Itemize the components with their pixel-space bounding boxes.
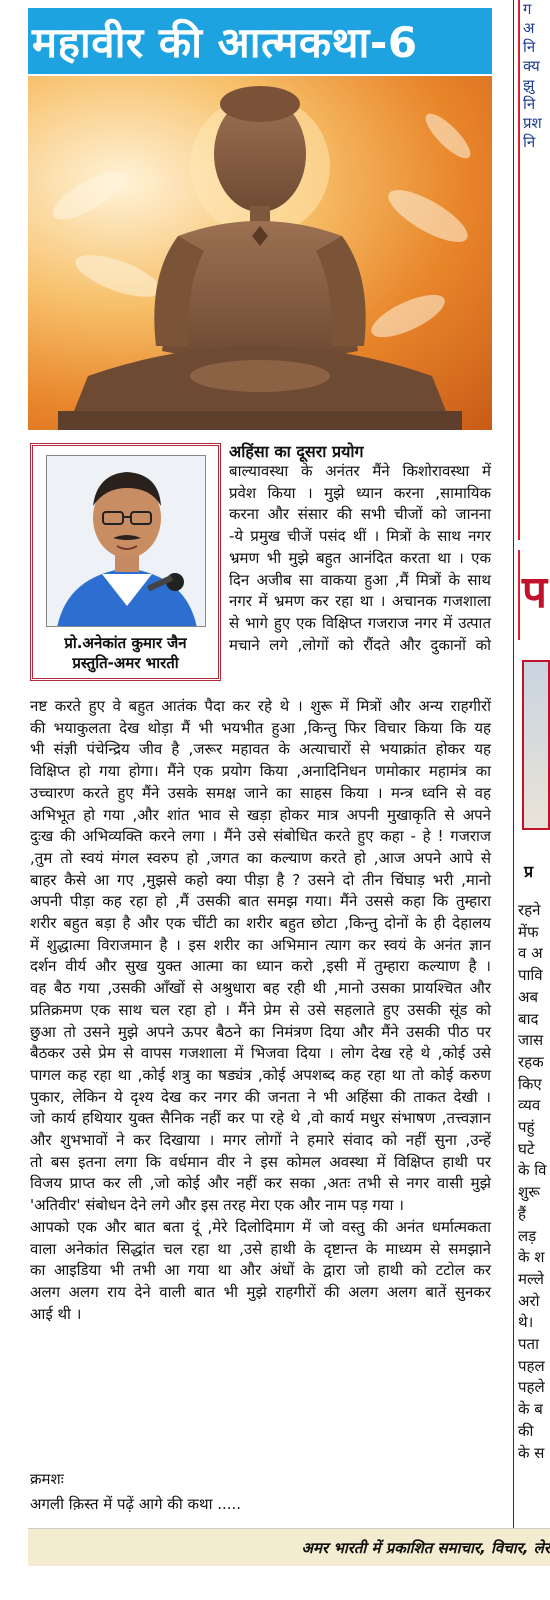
article-line: वाला अनेकांत सिद्धांत चल रहा था ,उसे हाथी के दृष्टान्त के माध्यम से समझाने <box>30 1239 491 1258</box>
adjacent-heading <box>518 550 550 640</box>
author-presenter: प्रस्तुति-अमर भारती <box>72 654 179 672</box>
adjacent-line: पहुं <box>518 1118 535 1137</box>
adjacent-line: लड़ <box>518 1226 537 1245</box>
adjacent-line: नि <box>523 133 536 151</box>
article-line: दुःख की अभिव्यक्ति करने लगा । मैंने उसे संबोधित करते हुए कहा - हे ! गजराज <box>30 827 491 846</box>
adjacent-line: मल्ले <box>518 1269 544 1288</box>
author-portrait <box>47 456 206 627</box>
adjacent-line: अब <box>518 987 539 1006</box>
article-line: अपनी पीड़ा कह रहा हो ,मैं उसकी बात समझ गया। मैंने उससे कहा कि तुम्हारा <box>30 892 491 911</box>
article-line: प्रवेश किया । मुझे ध्यान करना ,सामायिक <box>229 483 491 502</box>
article-line: आपको एक और बात बता दूं ,मेरे दिलोदिमाग में जो वस्तु की अनंत धर्मात्मकता <box>30 1217 491 1236</box>
article-line: का आइडिया भी तभी आ गया था और अंधों के द्वारा जो हाथी को टटोल कर <box>30 1261 491 1280</box>
adjacent-line: जास <box>518 1031 544 1050</box>
article-line: जो कार्य हथियार युक्त सैनिक नहीं कर पा रहे थे ,वो कार्य मधुर संभाषण ,तत्त्वज्ञान <box>30 1109 491 1128</box>
article-title-band <box>28 8 492 74</box>
article-line: भ्रमण भी मुझे बहुत आनंदित करता था । एक <box>229 548 491 567</box>
article-line: पुकार, लेकिन ये दृश्य देख कर नगर की जनता ने भी अहिंसा की ताकत देखी । <box>30 1087 491 1106</box>
adjacent-line: प्रश <box>523 114 542 132</box>
article-line: नगर में भ्रमण कर रहा था । अचानक गजशाला <box>229 592 491 611</box>
next-episode-note: अगली क़िस्त में पढ़ें आगे की कथा ..... <box>30 1495 242 1513</box>
article-line: पागल कह रहा था ,कोई शत्रु का षड्यंत्र ,कोई अपशब्द कह रहा था तो कोई करुण <box>30 1065 491 1084</box>
article-line: -ये प्रमुख चीजें पसंद थीं । मित्रों के साथ नगर <box>229 527 491 546</box>
article-line: शरीर बहुत बड़ा है और एक चींटी का शरीर बहुत छोटा ,किन्तु दोनों के ही देहालय <box>30 914 491 932</box>
adjacent-line: नि <box>523 38 536 56</box>
adjacent-line: पहल <box>518 1356 545 1375</box>
adjacent-line: झु <box>523 76 535 94</box>
author-caption <box>38 633 213 673</box>
adjacent-line: पावि <box>518 966 543 985</box>
article-subheading: अहिंसा का दूसरा प्रयोग <box>229 442 364 461</box>
hero-image <box>28 76 492 430</box>
adjacent-line: शुरू <box>518 1183 540 1202</box>
adjacent-line: पता <box>518 1335 539 1354</box>
article-line: विक्षिप्त हो गया होगा। मैंने एक प्रयोग किया ,अनादिनिधन णमोकार महामंत्र का <box>30 762 491 781</box>
article-line: बैठकर उसे प्रेम से वापस गजशाला में भिजवा दिया । लोग देख रहे थे ,कोई उसे <box>30 1044 491 1063</box>
adjacent-heading-text: प <box>522 567 547 618</box>
adjacent-line: थे। <box>518 1313 534 1332</box>
adjacent-line: के ब <box>518 1400 543 1419</box>
article-line: और शुभभावों ने कर दिखाया । मगर लोगों ने हमारे संवाद को नहीं सुना ,उन्हें <box>30 1131 491 1149</box>
article-line: तो बस इतना लगा कि वर्धमान वीर ने इस कोमल अवस्था में विक्षिप्त हाथी पर <box>30 1152 491 1171</box>
article-line: में शुद्धात्मा विराजमान है । इस शरीर का अभिमान त्याग कर स्वयं के अनंत ज्ञान <box>30 935 491 954</box>
adjacent-line: हैं <box>518 1204 526 1223</box>
article-line: से भागे हुए एक विक्षिप्त गजराज नगर में उत्पात <box>229 613 491 632</box>
article-line: अभिभूत हो गया ,और शांत भाव से खड़ा होकर मात्र अपनी मुखाकृति से अपने <box>30 805 491 824</box>
article-line: करना और संसार की सभी चीजों को जानना <box>229 505 491 524</box>
article-line: विजय प्राप्त कर ली ,जो कोई और नहीं कर सका ,अतः तभी से नगर वासी मुझे <box>30 1174 491 1193</box>
adjacent-line: मेंफ <box>518 922 539 941</box>
adjacent-line: रहक <box>518 1052 544 1071</box>
adjacent-line: के श <box>518 1248 545 1267</box>
adjacent-line: नि <box>523 95 536 113</box>
adjacent-photo-caption: प्र <box>524 862 534 881</box>
adjacent-line: ग <box>523 0 532 18</box>
article-title: महावीर की आत्मकथा-6 <box>32 17 418 67</box>
article-line: छुआ तो उसने मुझे अपने ऊपर बैठने का निमंत्रण दिया और मैंने उसकी पीठ पर <box>30 1022 491 1041</box>
author-box <box>30 443 221 681</box>
adjacent-top-box <box>518 0 550 540</box>
article-line: भी संज्ञी पंचेन्द्रिय जीव है ,जरूर महावत के अत्याचारों से भयाक्रांत होकर यह <box>30 740 491 759</box>
article-line: दिन अजीब सा वाकया हुआ ,मैं मित्रों के साथ <box>229 570 491 589</box>
adjacent-line: किए <box>518 1074 542 1093</box>
author-name: प्रो.अनेकांत कुमार जैन <box>64 634 187 652</box>
page-footer-bar <box>28 1528 550 1566</box>
adjacent-line: रहने <box>518 901 541 919</box>
adjacent-line: के स <box>518 1443 545 1462</box>
article-line: बाहर कैसे आ गए ,मुझसे कहो क्या पीड़ा है ? उसने दो तीन चिंघाड़ भरी ,मानो <box>30 870 491 889</box>
article-line: नष्ट करते हुए वे बहुत आतंक पैदा कर रहे थे । शुरू में मित्रों और अन्य राहगीरों <box>30 697 491 715</box>
article-line: मचाने लगे ,लोगों को रौंदते और दुकानों को <box>229 635 491 654</box>
article-line: उच्चारण करते हुए मैंने उसके समक्ष जाने का साहस किया । मन्त्र ध्वनि से वह <box>30 783 491 802</box>
adjacent-line: अ <box>523 19 535 37</box>
article-line: प्रतिक्रमण एक साथ चल रहा हो । मैंने प्रेम से उसे सहलाते हुए उसकी सूंड को <box>30 1000 491 1019</box>
article-line: की भयाकुलता देख थोड़ा मैं भी भयभीत हुआ ,किन्तु फिर विचार किया कि यह <box>30 718 491 737</box>
author-photo <box>46 455 206 627</box>
article-line: आई थी । <box>30 1304 82 1323</box>
column-divider <box>513 0 514 1530</box>
adjacent-line: व्यव <box>518 1096 541 1115</box>
article-line: ,तुम तो स्वयं मंगल स्वरुप हो ,जगत का कल्याण करते हो ,आज अपने आपे से <box>30 848 491 867</box>
adjacent-line: पहले <box>518 1378 545 1397</box>
adjacent-line: की <box>518 1421 534 1440</box>
adjacent-photo <box>522 660 550 830</box>
adjacent-line: अरो <box>518 1291 540 1310</box>
adjacent-line: घटे <box>518 1139 535 1158</box>
article-line: दर्शन वीर्य और सुख युक्त आत्मा का ध्यान करो ,इसी में तुम्हारा कल्याण है । <box>30 957 491 976</box>
article-line: अलग अलग राय देने वाली बात भी मुझे राहगीरों की अलग अलग बातें सुनकर <box>30 1282 491 1301</box>
article-line: वह बैठ गया ,उसकी आँखों से अश्रुधारा बह रही थी ,मानो उसका प्रायश्चित और <box>30 979 491 998</box>
mahavir-statue-illustration <box>28 76 492 430</box>
adjacent-line: बाद <box>518 1009 539 1028</box>
adjacent-column <box>518 0 550 1550</box>
article-line: 'अतिवीर' संबोधन देने लगे और इस तरह मेरा एक और नाम पड़ गया । <box>30 1196 404 1215</box>
adjacent-line: क्य <box>523 57 540 75</box>
adjacent-line: व अ <box>518 944 543 963</box>
adjacent-body-text <box>518 900 550 1464</box>
page-footer-text: अमर भारती में प्रकाशित समाचार, विचार, लेर <box>301 1538 550 1557</box>
continued-label: क्रमशः <box>30 1470 64 1488</box>
adjacent-line: के वि <box>518 1161 547 1180</box>
article-line: बाल्यावस्था के अनंतर मैंने किशोरावस्था में <box>229 462 491 480</box>
